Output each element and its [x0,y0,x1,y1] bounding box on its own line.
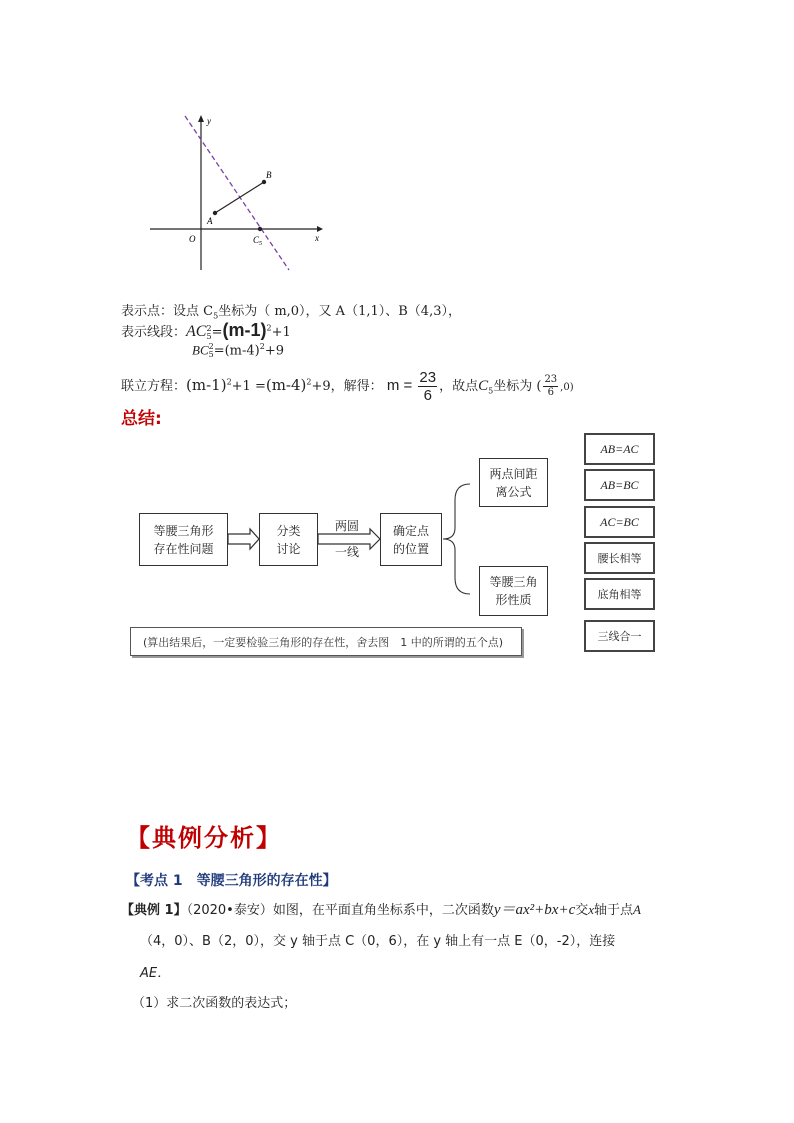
question-1: （1）求二次函数的表达式； [132,996,297,1011]
condition-equal-legs: 腰长相等 [584,542,655,574]
condition-ab-bc: AB=BC [584,469,655,501]
box-isosceles-property: 等腰三角形性质 [479,566,548,616]
line-bc-expression: BC 2 5 $=(m-4)^2+9$ [192,341,285,359]
condition-ab-ac: AB=AC [584,433,655,465]
hollow-arrow-1-icon [228,529,259,549]
box-isosceles-existence: 等腰三角形存在性问题 [139,513,228,566]
x-axis-label: x [315,233,319,243]
fraction-23-6: $\frac{23}{6}$ [419,369,437,404]
kaodian-heading: 【考点 1 等腰三角形的存在性】 [126,873,337,889]
line-simultaneous-equation: 联立方程：$(m-1)^2+1 =(m-4)^2+9$，解得： m = $\frac{23}{6}$ ，故点$C_5$坐标为 ( $\frac{23}{6}$ ,0) [121,369,574,404]
condition-equal-base-angles: 底角相等 [584,578,655,610]
box-determine-point: 确定点的位置 [380,513,442,566]
box-classify-discuss: 分类讨论 [259,513,318,566]
coord-fraction: $\frac{23}{6}$ [544,374,558,398]
condition-ac-bc: AC=BC [584,506,655,538]
point-a-label: A [207,216,213,226]
example-1-line-3: AE． [140,966,171,981]
condition-three-lines: 三线合一 [584,620,655,652]
example-1-line-1: 【典例 1】（2020•泰安）如图，在平面直角坐标系中，二次函数y＝ax²+bx+c交x轴于点A [121,902,641,918]
line-represent-point: 表示点：设点 $C_5$坐标为（ m,0），又 A（1,1）、B（4,3）， [121,304,461,321]
summary-title: 总结: [121,409,162,429]
verification-note: (算出结果后，一定要检验三角形的存在性，舍去图 1 中的所谓的五个点) [130,627,522,656]
section-title: 【典例分析】 [126,823,282,852]
box-distance-formula: 两点间距离公式 [479,458,548,507]
origin-label: O [189,234,196,244]
arrow-label: 两圆 一线 [334,519,359,559]
example-1-line-2: （4，0）、B（2，0），交 y 轴于点 C（0，6），在 y 轴上有一点 E（0，-2），连接 [140,934,616,949]
y-axis-label: y [207,116,211,126]
point-c-label: $C_5$ [253,235,263,247]
line-represent-segment: 表示线段：AC 2 5 $=(m-1)^2+1$ [121,320,291,341]
brace-connector [443,484,470,594]
point-b-label: B [266,170,272,180]
